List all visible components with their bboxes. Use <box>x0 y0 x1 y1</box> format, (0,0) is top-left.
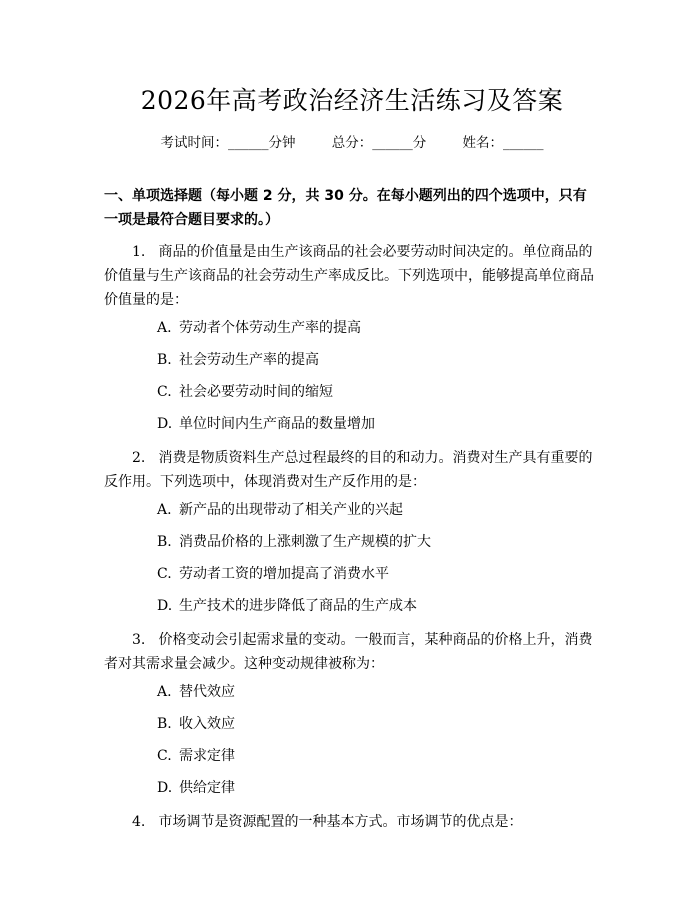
option-list <box>104 318 600 434</box>
option-letter: D. <box>157 780 173 796</box>
option-letter: C. <box>157 384 172 400</box>
option-list <box>104 682 600 798</box>
option-item <box>104 714 600 734</box>
question-text: 商品的价值量是由生产该商品的社会必要劳动时间决定的。单位商品的价值量与生产该商品的社会劳动生产率成反比。下列选项中，能够提高单位商品价值量的是： <box>104 244 594 308</box>
option-item <box>104 682 600 702</box>
option-text: 社会必要劳动时间的缩短 <box>179 384 333 400</box>
question <box>104 240 600 312</box>
option-item <box>104 564 600 584</box>
exam-info <box>104 132 600 154</box>
option-text: 新产品的出现带动了相关产业的兴起 <box>179 502 403 518</box>
option-item <box>104 746 600 766</box>
question-number: 1. <box>132 244 146 260</box>
question <box>104 628 600 676</box>
question-number: 4. <box>132 814 146 830</box>
option-text: 替代效应 <box>179 684 235 700</box>
option-letter: A. <box>157 684 172 700</box>
option-text: 供给定律 <box>179 780 235 796</box>
option-letter: D. <box>157 598 173 614</box>
option-text: 需求定律 <box>179 748 235 764</box>
option-text: 单位时间内生产商品的数量增加 <box>179 416 375 432</box>
total-score-field: 总分：______分 <box>331 135 427 151</box>
option-text: 社会劳动生产率的提高 <box>179 352 319 368</box>
question <box>104 446 600 494</box>
option-text: 生产技术的进步降低了商品的生产成本 <box>179 598 417 614</box>
document-title: 2026年高考政治经济生活练习及答案 <box>140 86 564 115</box>
question-text: 市场调节是资源配置的一种基本方式。市场调节的优点是： <box>158 814 523 830</box>
question-number: 3. <box>132 632 146 648</box>
option-text: 消费品价格的上涨刺激了生产规模的扩大 <box>179 534 431 550</box>
option-letter: B. <box>157 534 172 550</box>
option-letter: D. <box>157 416 173 432</box>
option-letter: A. <box>157 502 172 518</box>
option-list <box>104 500 600 616</box>
option-text: 收入效应 <box>179 716 235 732</box>
option-item <box>104 596 600 616</box>
option-item <box>104 532 600 552</box>
option-item <box>104 500 600 520</box>
option-letter: B. <box>157 716 172 732</box>
question-number: 2. <box>132 450 146 466</box>
option-item <box>104 778 600 798</box>
question-text: 消费是物质资料生产总过程最终的目的和动力。消费对生产具有重要的反作用。下列选项中，体现消费对生产反作用的是： <box>104 450 593 490</box>
section-heading: 一、单项选择题（每小题 2 分，共 30 分。在每小题列出的四个选项中，只有一项是最符合题目要求的。） <box>104 188 587 228</box>
option-letter: B. <box>157 352 172 368</box>
option-item <box>104 318 600 338</box>
option-letter: C. <box>157 566 172 582</box>
question-text: 价格变动会引起需求量的变动。一般而言，某种商品的价格上升，消费者对其需求量会减少。这种变动规律被称为： <box>104 632 593 672</box>
option-letter: C. <box>157 748 172 764</box>
option-text: 劳动者工资的增加提高了消费水平 <box>179 566 389 582</box>
exam-time-field: 考试时间：______分钟 <box>160 135 296 151</box>
option-item <box>104 350 600 370</box>
option-item <box>104 382 600 402</box>
option-letter: A. <box>157 320 172 336</box>
option-text: 劳动者个体劳动生产率的提高 <box>179 320 361 336</box>
option-item <box>104 414 600 434</box>
student-name-field: 姓名：______ <box>462 135 544 151</box>
question <box>104 810 600 834</box>
